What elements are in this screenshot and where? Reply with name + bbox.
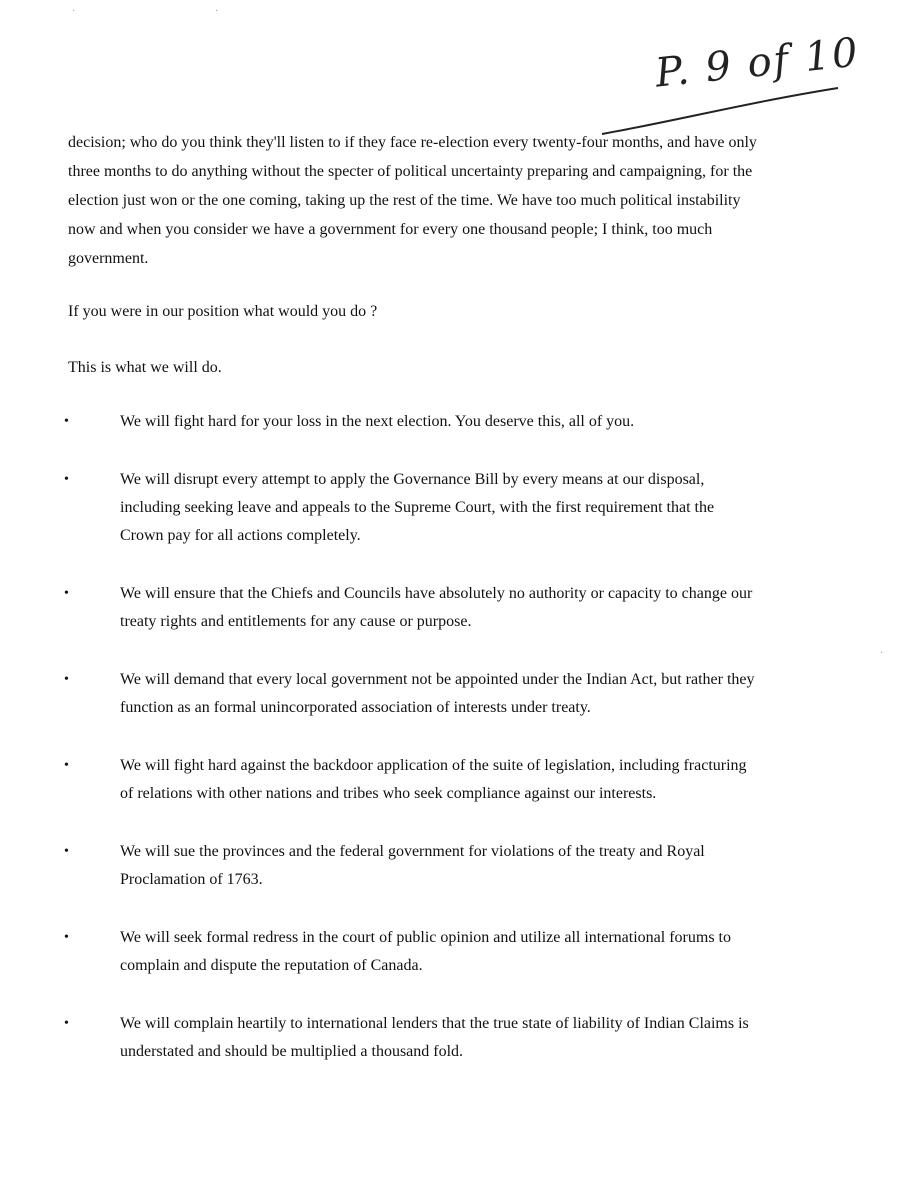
- list-item-text: We will seek formal redress in the court of public opinion and utilize all international forums to complain and dispute the reputation of Canada.: [120, 929, 731, 974]
- scan-speck: ·: [72, 6, 76, 17]
- scan-speck: ·: [880, 648, 884, 659]
- list-item-text: We will complain heartily to international lenders that the true state of liability of Indian Claims is understated and should be multiplied a thousand fold.: [120, 1015, 749, 1060]
- bullet-icon: •: [64, 414, 69, 429]
- list-item: [64, 1010, 758, 1066]
- bullet-icon: •: [64, 672, 69, 687]
- bullet-icon: •: [64, 844, 69, 859]
- list-item-text: We will fight hard against the backdoor application of the suite of legislation, including fracturing of relations with other nations and tribes who seek compliance against our interests.: [120, 757, 747, 802]
- bullet-icon: •: [64, 758, 69, 773]
- list-item: [64, 580, 758, 636]
- paragraph-intro: This is what we will do.: [68, 359, 222, 376]
- document-body: [64, 128, 758, 1066]
- action-list: [64, 408, 758, 1066]
- handwritten-page-annotation: P. 9 of 10: [653, 29, 862, 97]
- list-item-text: We will ensure that the Chiefs and Councils have absolutely no authority or capacity to change our treaty rights and entitlements for any cause or purpose.: [120, 585, 753, 630]
- list-item: [64, 408, 758, 436]
- list-item-text: We will disrupt every attempt to apply the Governance Bill by every means at our disposal, including seeking leave and appeals to the Supreme Court, with the first requirement that the Crown pay for all actions completely.: [120, 471, 715, 544]
- list-item: [64, 666, 758, 722]
- list-item: [64, 924, 758, 980]
- paragraph-question: If you were in our position what would you do ?: [68, 303, 378, 320]
- scan-speck: ·: [215, 6, 219, 17]
- bullet-icon: •: [64, 586, 69, 601]
- bullet-icon: •: [64, 472, 69, 487]
- bullet-icon: •: [64, 930, 69, 945]
- list-item: [64, 466, 758, 550]
- list-item-text: We will fight hard for your loss in the next election. You deserve this, all of you.: [120, 413, 635, 430]
- list-item-text: We will demand that every local government not be appointed under the Indian Act, but rather they function as an formal unincorporated association of interests under treaty.: [120, 671, 755, 716]
- paragraph-continuation: decision; who do you think they'll listen to if they face re-election every twenty-four months, and have only three months to do anything without the specter of political uncertainty preparing and campaigning, for the election just won or the one coming, taking up the rest of the time. We have too much political instability now and when you consider we have a government for every one thousand people; I think, too much government.: [68, 134, 757, 267]
- list-item-text: We will sue the provinces and the federal government for violations of the treaty and Royal Proclamation of 1763.: [120, 843, 705, 888]
- list-item: [64, 838, 758, 894]
- list-item: [64, 752, 758, 808]
- bullet-icon: •: [64, 1016, 69, 1031]
